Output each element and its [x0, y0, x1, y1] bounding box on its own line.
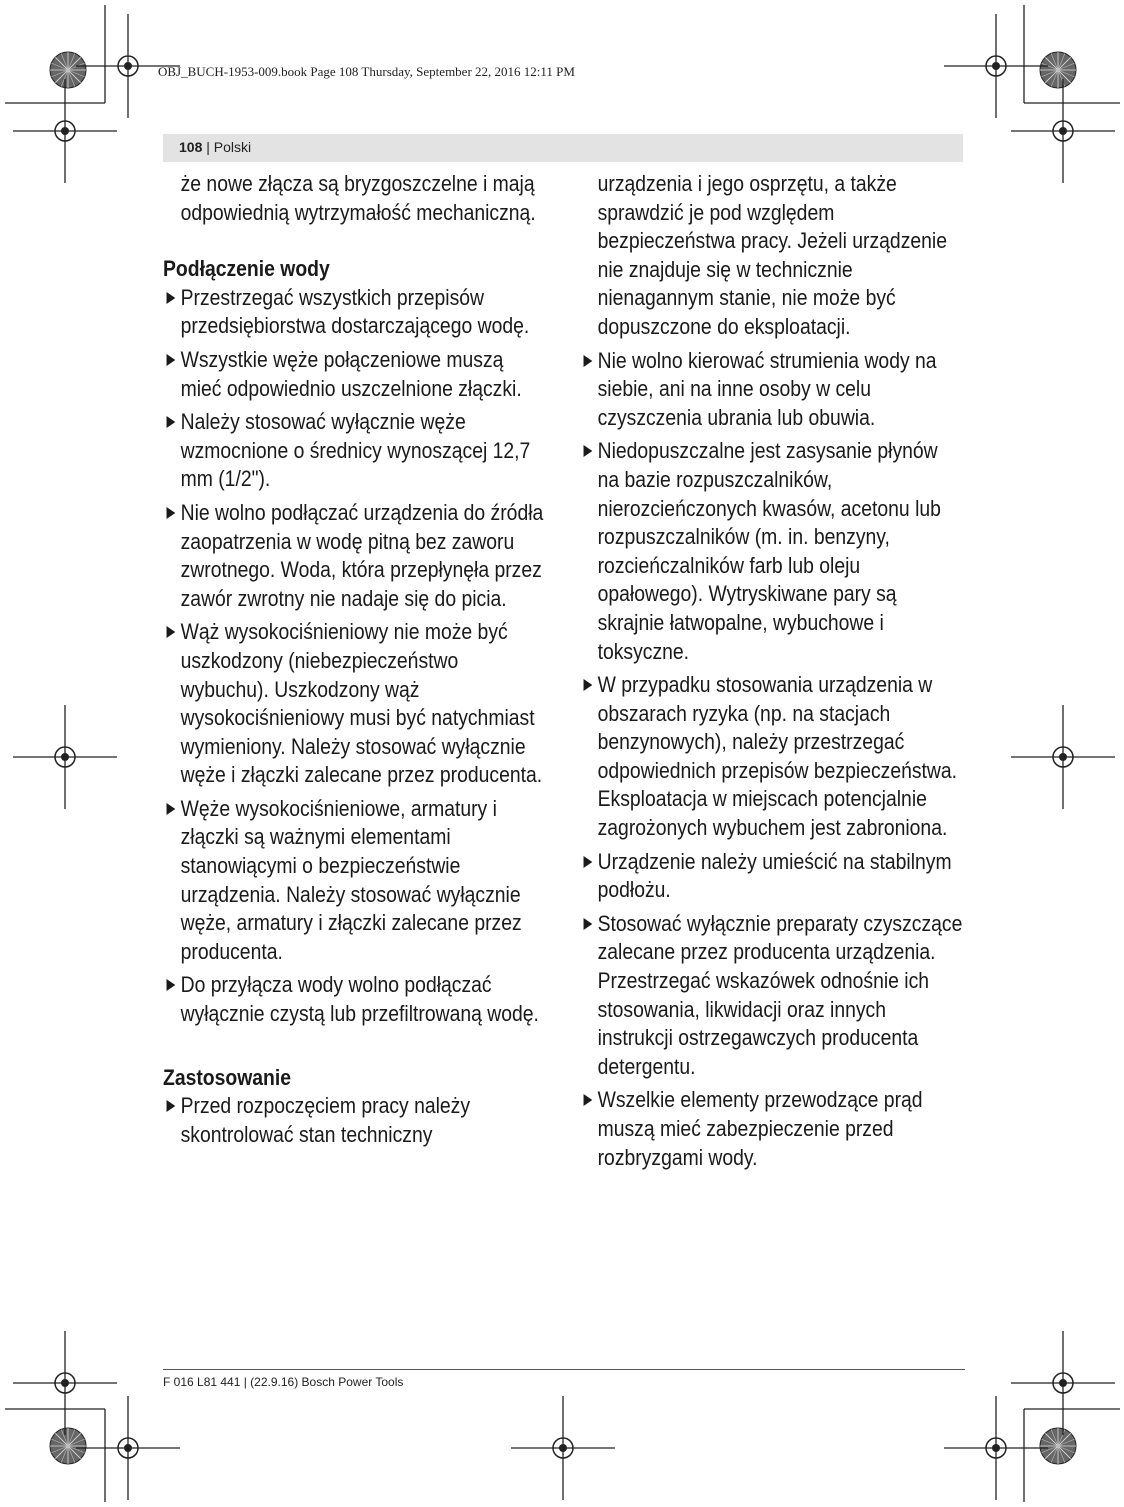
- list-item: Należy stosować wyłącznie węże wzmocnione o średnicy wynoszącej 12,7 mm (1/2").: [163, 408, 544, 494]
- crosshair-mark-bottom-left: [76, 1396, 180, 1500]
- crosshair-mark-right-middle: [1011, 705, 1115, 809]
- list-item: Urządzenie należy umieścić na stabilnym podłożu.: [580, 848, 963, 905]
- crosshair-mark-bottom-right: [944, 1396, 1048, 1500]
- header-language: Polski: [213, 139, 252, 155]
- intro-paragraph: że nowe złącza są bryzgoszczelne i mają odpowiednią wytrzymałość mechaniczną.: [180, 171, 536, 225]
- page-header: [163, 134, 963, 162]
- crosshair-mark-right-lower: [1011, 1331, 1115, 1435]
- bullet-triangle-icon: [167, 626, 176, 638]
- left-column: [163, 170, 544, 1154]
- bullet-triangle-icon: [167, 292, 176, 304]
- list-item: Stosować wyłącznie preparaty czyszczące zalecane przez producenta urządzenia. Przestrzegać wskazówek odnośnie ich stosowania, likwidacji oraz innych instrukcji ostrzegawczych producenta detergentu.: [580, 910, 963, 1082]
- rosette-mark-top-right: [1040, 52, 1076, 88]
- crosshair-mark-left-upper: [13, 79, 117, 183]
- page-number: 108: [179, 139, 203, 155]
- bullet-triangle-icon: [167, 354, 176, 366]
- list-item: Do przyłącza wody wolno podłączać wyłącznie czystą lub przefiltrowaną wodę.: [163, 971, 544, 1028]
- header-text: [179, 139, 251, 155]
- print-job-info: OBJ_BUCH-1953-009.book Page 108 Thursday, September 22, 2016 12:11 PM: [158, 64, 575, 79]
- footer-rule: [163, 1369, 965, 1370]
- header-separator: |: [202, 139, 214, 155]
- bullet-triangle-icon: [167, 803, 176, 815]
- bullet-triangle-icon: [584, 445, 593, 457]
- bullet-triangle-icon: [167, 1100, 176, 1112]
- bullet-triangle-icon: [167, 416, 176, 428]
- continuation-paragraph: urządzenia i jego osprzętu, a także sprawdzić je pod względem bezpieczeństwa pracy. Jeżeli urządzenie nie znajduje się w technicznie nienagannym stanie, nie może być dopuszczone do eksploatacji.: [597, 171, 947, 339]
- bullet-triangle-icon: [584, 856, 593, 868]
- list-item: W przypadku stosowania urządzenia w obszarach ryzyka (np. na stacjach benzynowych), należy przestrzegać odpowiednich przepisów bezpieczeństwa. Eksploatacja w miejscach potencjalnie zagrożonych wybuchem jest zabroniona.: [580, 671, 963, 843]
- crosshair-mark-right-upper: [1011, 79, 1115, 183]
- page-footer: F 016 L81 441 | (22.9.16) Bosch Power Tools: [163, 1375, 404, 1389]
- list-item: Węże wysokociśnieniowe, armatury i złączki są ważnymi elementami stanowiącymi o bezpieczeństwie urządzenia. Należy stosować wyłącznie węże, armatury i złączki zalecane przez producenta.: [163, 795, 544, 967]
- list-item: Niedopuszczalne jest zasysanie płynów na bazie rozpuszczalników, nierozcieńczonych kwasów, acetonu lub rozpuszczalników (m. in. benzyny, rozcieńczalników farb lub oleju opałowego). Wytryskiwane pary są skrajnie łatwopalne, wybuchowe i toksyczne.: [580, 437, 963, 666]
- crosshair-mark-left-lower: [13, 1331, 117, 1435]
- section-heading-water-connection: Podłączenie wody: [163, 256, 330, 282]
- list-item: Nie wolno podłączać urządzenia do źródła zaopatrzenia w wodę pitną bez zaworu zwrotnego. Woda, która przepłynęła przez zawór zwrotny nie nadaje się do picia.: [163, 499, 544, 613]
- rosette-mark-top-left: [50, 52, 86, 88]
- list-item: Przed rozpoczęciem pracy należy skontrolować stan techniczny: [163, 1092, 544, 1149]
- section-heading-usage: Zastosowanie: [163, 1064, 292, 1090]
- crosshair-mark-left-middle: [13, 705, 117, 809]
- right-column: [580, 170, 963, 1177]
- crosshair-mark-bottom-center: [511, 1396, 615, 1500]
- list-item: Wszelkie elementy przewodzące prąd muszą mieć zabezpieczenie przed rozbryzgami wody.: [580, 1086, 963, 1172]
- list-item: Wszystkie węże połączeniowe muszą mieć odpowiednio uszczelnione złączki.: [163, 346, 544, 403]
- water-connection-list: [163, 284, 544, 1029]
- bullet-triangle-icon: [584, 355, 593, 367]
- list-item: Przestrzegać wszystkich przepisów przedsiębiorstwa dostarczającego wodę.: [163, 284, 544, 341]
- rosette-mark-bottom-right: [1040, 1428, 1076, 1464]
- usage-list-continued: [580, 347, 963, 1173]
- bullet-triangle-icon: [167, 507, 176, 519]
- usage-list: [163, 1092, 544, 1149]
- list-item: Wąż wysokociśnieniowy nie może być uszkodzony (niebezpieczeństwo wybuchu). Uszkodzony wąż wysokociśnieniowy musi być natychmiast wymieniony. Należy stosować wyłącznie węże i złączki zalecane przez producenta.: [163, 618, 544, 790]
- list-item: Nie wolno kierować strumienia wody na siebie, ani na inne osoby w celu czyszczenia ubrania lub obuwia.: [580, 347, 963, 433]
- bullet-triangle-icon: [584, 918, 593, 930]
- bullet-triangle-icon: [167, 979, 176, 991]
- bullet-triangle-icon: [584, 1094, 593, 1106]
- rosette-mark-bottom-left: [50, 1428, 86, 1464]
- bullet-triangle-icon: [584, 679, 593, 691]
